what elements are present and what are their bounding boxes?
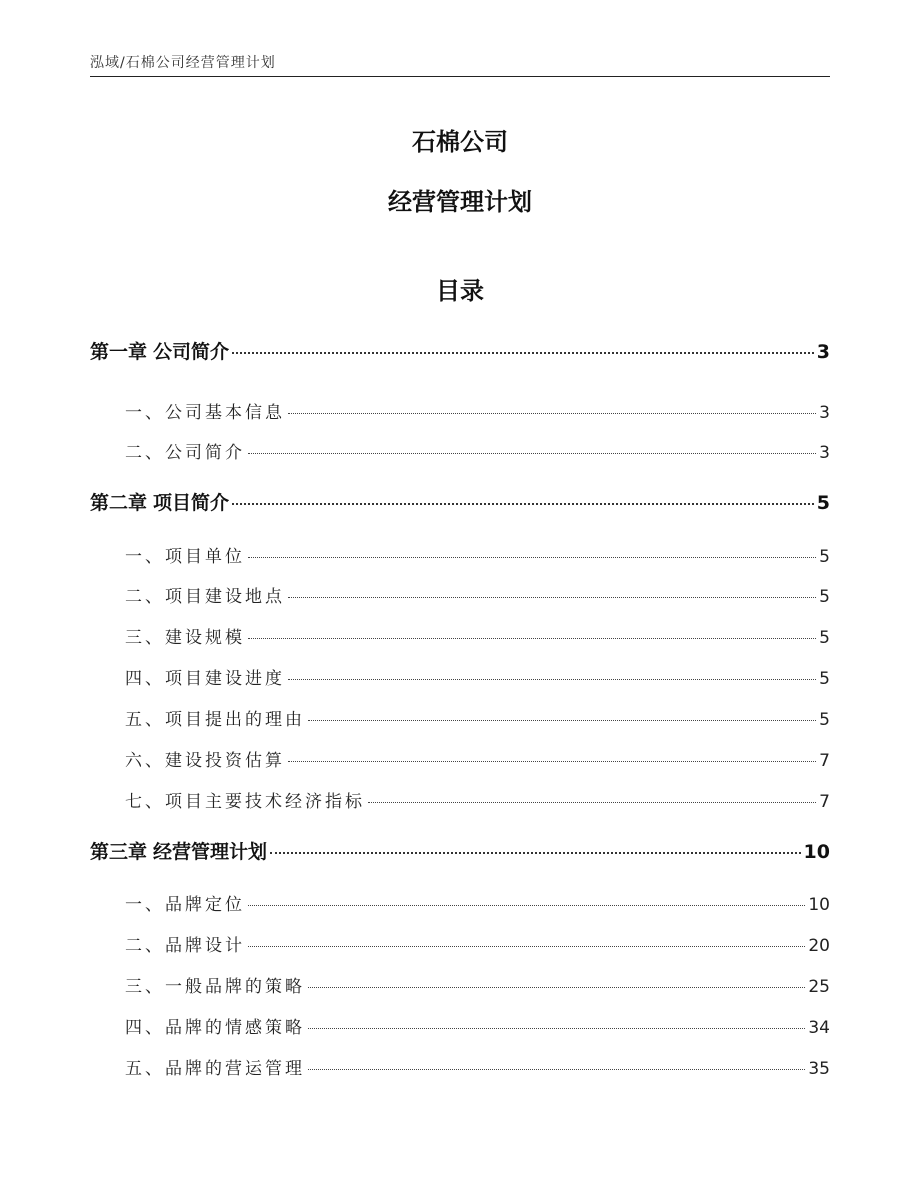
toc-leader-dots bbox=[288, 679, 816, 680]
toc-section[interactable] bbox=[90, 1054, 830, 1079]
toc-leader-dots bbox=[288, 761, 816, 762]
toc-entry-number: 六、 bbox=[125, 751, 165, 771]
toc-section[interactable] bbox=[90, 542, 830, 567]
toc-heading: 目录 bbox=[436, 277, 484, 305]
toc-entry-page: 7 bbox=[819, 751, 830, 771]
toc-section[interactable] bbox=[90, 582, 830, 607]
toc-section[interactable] bbox=[90, 890, 830, 915]
document-title: 石棉公司 bbox=[412, 128, 508, 156]
toc-entry-page: 10 bbox=[808, 895, 830, 915]
toc-leader-dots bbox=[308, 720, 816, 721]
toc-entry-number: 七、 bbox=[125, 792, 165, 812]
toc-leader-dots bbox=[248, 946, 805, 947]
toc-leader-dots bbox=[288, 413, 816, 414]
toc-entry-number: 第一章 bbox=[90, 341, 148, 363]
toc-section[interactable] bbox=[90, 746, 830, 771]
toc-entry-number: 二、 bbox=[125, 443, 165, 463]
toc-entry-label: 品牌定位 bbox=[165, 895, 245, 915]
header-text: 泓域/石棉公司经营管理计划 bbox=[90, 55, 276, 71]
toc-entry-page: 3 bbox=[819, 443, 830, 463]
toc-entry-page: 5 bbox=[819, 669, 830, 689]
toc-entry-page: 5 bbox=[819, 587, 830, 607]
toc-section[interactable] bbox=[90, 623, 830, 648]
toc-section[interactable] bbox=[90, 1013, 830, 1038]
toc-entry-page: 34 bbox=[808, 1018, 830, 1038]
toc-section[interactable] bbox=[90, 438, 830, 463]
toc-entry-number: 第二章 bbox=[90, 492, 148, 514]
toc-leader-dots bbox=[288, 597, 816, 598]
header-divider bbox=[90, 76, 830, 77]
toc-entry-page: 5 bbox=[819, 710, 830, 730]
toc-entry-page: 10 bbox=[803, 841, 830, 863]
toc-leader-dots bbox=[308, 987, 805, 988]
toc-section[interactable] bbox=[90, 931, 830, 956]
toc-chapter-1[interactable] bbox=[90, 337, 830, 364]
toc-entry-label: 经营管理计划 bbox=[153, 841, 268, 863]
toc-entry-page: 5 bbox=[816, 492, 830, 514]
toc-leader-dots bbox=[248, 638, 816, 639]
toc-entry-number: 三、 bbox=[125, 977, 165, 997]
toc-section[interactable] bbox=[90, 705, 830, 730]
toc-entry-number: 三、 bbox=[125, 628, 165, 648]
toc-entry-label: 品牌设计 bbox=[165, 936, 245, 956]
toc-leader-dots bbox=[248, 453, 816, 454]
toc-entry-page: 5 bbox=[819, 628, 830, 648]
toc-entry-page: 7 bbox=[819, 792, 830, 812]
toc-section[interactable] bbox=[90, 398, 830, 423]
toc-leader-dots bbox=[232, 503, 814, 505]
toc-chapter-3[interactable] bbox=[90, 837, 830, 864]
toc-entry-label: 品牌的情感策略 bbox=[165, 1018, 305, 1038]
document-subtitle: 经营管理计划 bbox=[388, 188, 532, 216]
toc-entry-number: 五、 bbox=[125, 710, 165, 730]
toc-entry-number: 五、 bbox=[125, 1059, 165, 1079]
toc-entry-label: 公司基本信息 bbox=[165, 403, 285, 423]
toc-entry-number: 四、 bbox=[125, 669, 165, 689]
toc-leader-dots bbox=[308, 1069, 805, 1070]
toc-entry-label: 项目主要技术经济指标 bbox=[165, 792, 365, 812]
toc-leader-dots bbox=[270, 852, 801, 854]
toc-leader-dots bbox=[232, 352, 814, 354]
toc-leader-dots bbox=[368, 802, 816, 803]
toc-entry-page: 20 bbox=[808, 936, 830, 956]
toc-entry-label: 项目简介 bbox=[153, 492, 230, 514]
toc-section[interactable] bbox=[90, 972, 830, 997]
toc-entry-number: 一、 bbox=[125, 547, 165, 567]
toc-entry-page: 35 bbox=[808, 1059, 830, 1079]
toc-entry-label: 公司简介 bbox=[153, 341, 230, 363]
toc-leader-dots bbox=[248, 905, 805, 906]
toc-leader-dots bbox=[308, 1028, 805, 1029]
toc-entry-number: 二、 bbox=[125, 587, 165, 607]
toc-entry-number: 一、 bbox=[125, 895, 165, 915]
toc-entry-page: 3 bbox=[819, 403, 830, 423]
toc-entry-label: 公司简介 bbox=[165, 443, 245, 463]
toc-entry-label: 项目建设进度 bbox=[165, 669, 285, 689]
toc-leader-dots bbox=[248, 557, 816, 558]
toc-entry-page: 5 bbox=[819, 547, 830, 567]
toc-section[interactable] bbox=[90, 787, 830, 812]
toc-entry-number: 四、 bbox=[125, 1018, 165, 1038]
toc-entry-label: 项目提出的理由 bbox=[165, 710, 305, 730]
toc-entry-label: 一般品牌的策略 bbox=[165, 977, 305, 997]
toc-entry-page: 25 bbox=[808, 977, 830, 997]
toc-entry-label: 项目建设地点 bbox=[165, 587, 285, 607]
toc-entry-label: 项目单位 bbox=[165, 547, 245, 567]
toc-entry-number: 一、 bbox=[125, 403, 165, 423]
toc-entry-label: 建设投资估算 bbox=[165, 751, 285, 771]
toc-entry-label: 建设规模 bbox=[165, 628, 245, 648]
toc-chapter-2[interactable] bbox=[90, 488, 830, 515]
toc-entry-number: 二、 bbox=[125, 936, 165, 956]
toc-entry-page: 3 bbox=[816, 341, 830, 363]
toc-entry-label: 品牌的营运管理 bbox=[165, 1059, 305, 1079]
toc-entry-number: 第三章 bbox=[90, 841, 148, 863]
toc-section[interactable] bbox=[90, 664, 830, 689]
